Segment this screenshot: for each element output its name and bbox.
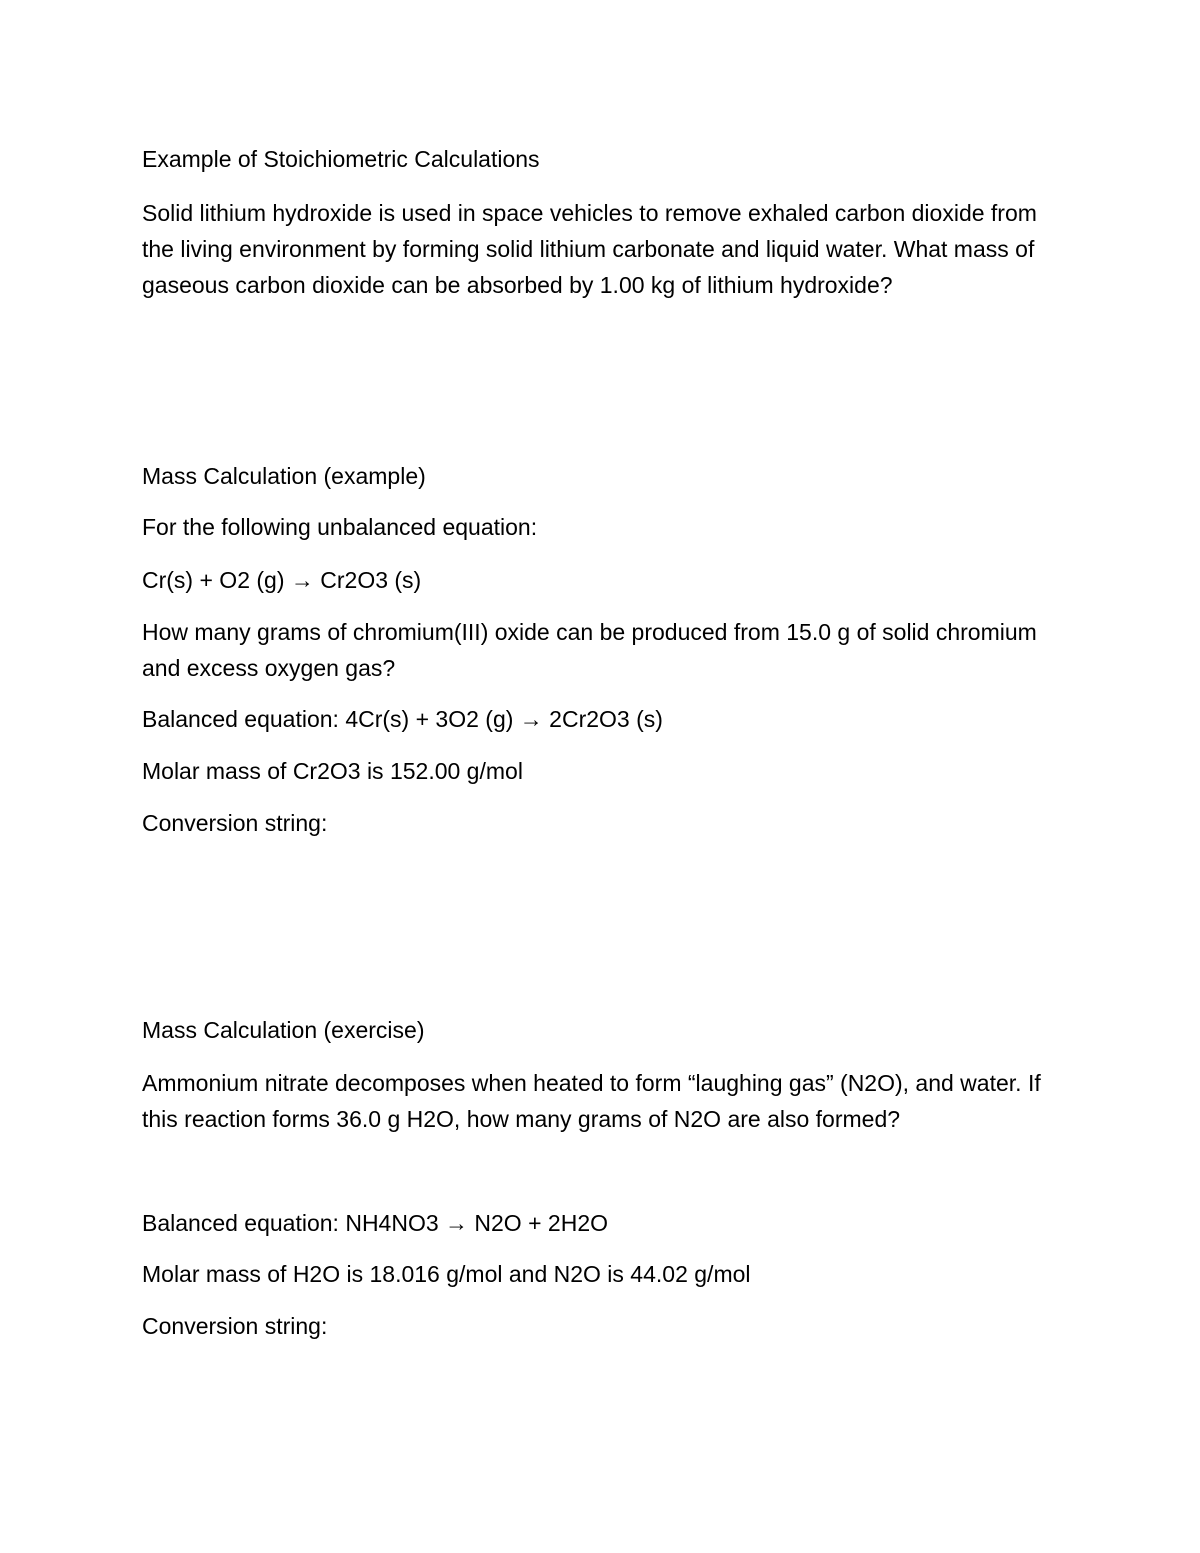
problem-lithium-hydroxide: Solid lithium hydroxide is used in space vehicles to remove exhaled carbon dioxide from the living environment by forming solid lithium carbonate and liquid water. What mass of gaseous carbon dioxide can be absorbed by 1.00 kg of lithium hydroxide? xyxy=(142,200,1037,298)
unbalanced-equation: Cr(s) + O2 (g) → Cr2O3 (s) xyxy=(142,567,422,593)
balanced-equation-chromium: Balanced equation: 4Cr(s) + 3O2 (g) → 2Cr2O3 (s) xyxy=(142,706,663,732)
section-title-mass-example: Mass Calculation (example) xyxy=(142,463,426,489)
unbalanced-intro: For the following unbalanced equation: xyxy=(142,514,538,540)
chromium-question: How many grams of chromium(III) oxide can be produced from 15.0 g of solid chromium and excess oxygen gas? xyxy=(142,619,1037,681)
conversion-string-label-2: Conversion string: xyxy=(142,1313,328,1339)
conversion-string-label-1: Conversion string: xyxy=(142,810,328,836)
section-title-stoichiometric: Example of Stoichiometric Calculations xyxy=(142,146,540,172)
molar-mass-h2o-n2o: Molar mass of H2O is 18.016 g/mol and N2O is 44.02 g/mol xyxy=(142,1261,751,1287)
ammonium-nitrate-question: Ammonium nitrate decomposes when heated to form “laughing gas” (N2O), and water. If this reaction forms 36.0 g H2O, how many grams of N2O are also formed? xyxy=(142,1070,1041,1132)
section-title-mass-exercise: Mass Calculation (exercise) xyxy=(142,1017,425,1043)
balanced-equation-ammonium: Balanced equation: NH4NO3 → N2O + 2H2O xyxy=(142,1210,608,1236)
molar-mass-cr2o3: Molar mass of Cr2O3 is 152.00 g/mol xyxy=(142,758,523,784)
